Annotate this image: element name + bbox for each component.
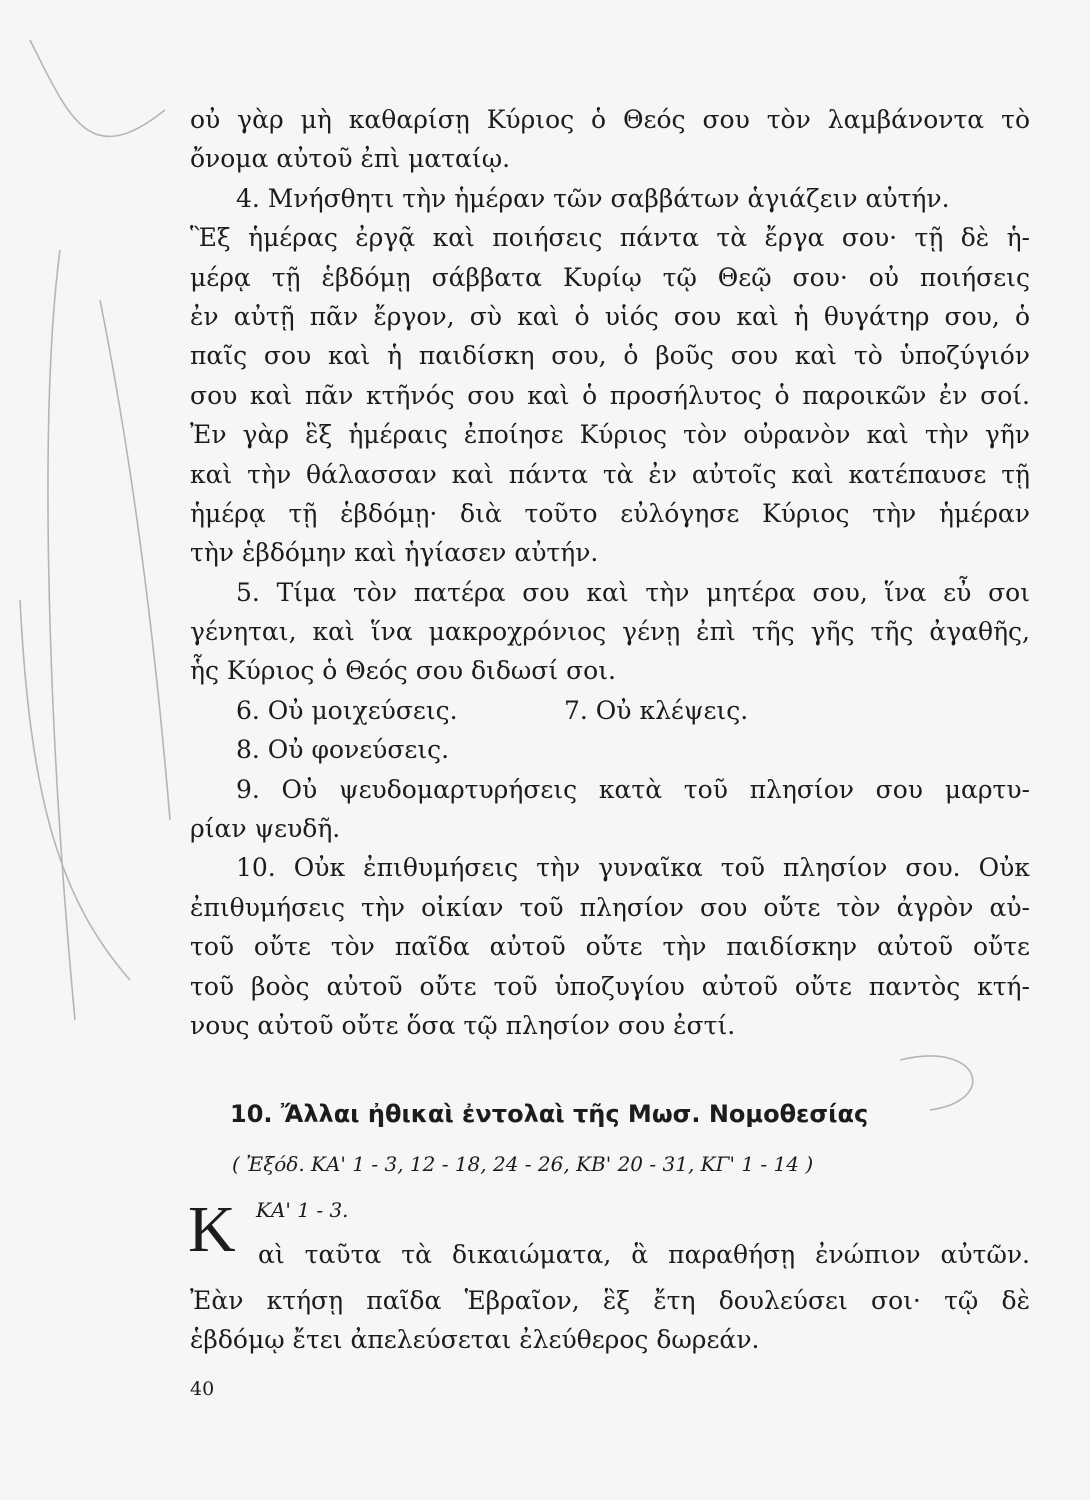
text-line: Ἐὰν κτήσῃ παῖδα Ἑβραῖον, ἓξ ἔτη δουλεύσει σοι· τῷ δὲ [190,1286,1030,1315]
text-line: ἐν αὐτῇ πᾶν ἔργον, σὺ καὶ ὁ υἱός σου καὶ ἡ θυγάτηρ σου, ὁ [190,301,1030,331]
commandment-9: 9. Οὐ ψευδομαρτυρήσεις κατὰ τοῦ πλησίον σου μαρτυ- [236,774,1030,804]
right-margin-arc [900,1056,973,1110]
section-first-line [258,1235,1030,1274]
scripture-text [190,100,1030,1045]
commandment-4: 4. Μνήσθητι τὴν ἡμέραν τῶν σαββάτων ἁγιάζειν αὐτήν. [236,183,950,213]
commandment-8: 8. Οὐ φονεύσεις. [236,735,450,765]
section-text [190,1281,1030,1360]
text-line: Ἓξ ἡμέρας ἐργᾷ καὶ ποιήσεις πάντα τὰ ἔργα σου· τῇ δὲ ἡ- [190,223,1030,253]
commandment-10: 10. Οὐκ ἐπιθυμήσεις τὴν γυναῖκα τοῦ πλησίον σου. Οὐκ [236,853,1030,883]
text-line: ὄνομα αὐτοῦ ἐπὶ ματαίῳ. [190,144,511,174]
margin-scribble-line-2 [20,600,130,980]
text-line: ἡμέρᾳ τῇ ἑβδόμῃ· διὰ τοῦτο εὐλόγησε Κύριος τὴν ἡμέραν [190,498,1030,528]
text-line: ρίαν ψευδῆ. [190,814,341,844]
text-line: σου καὶ πᾶν κτῆνός σου καὶ ὁ προσήλυτος ὁ παροικῶν ἐν σοί. [190,380,1030,410]
commandment-7: 7. Οὐ κλέψεις. [564,695,749,725]
section-reference: ( Ἐξόδ. ΚΑ' 1 - 3, 12 - 18, 24 - 26, ΚΒ' 20 - 31, ΚΓ' 1 - 14 ) [232,1152,814,1176]
text-line: ἐπιθυμήσεις τὴν οἰκίαν τοῦ πλησίον σου οὔτε τὸν ἀγρὸν αὐ- [190,892,1030,922]
section-heading: 10. Ἄλλαι ἠθικαὶ ἐντολαὶ τῆς Μωσ. Νομοθεσίας [230,1100,869,1128]
text-line: τοῦ βοὸς αὐτοῦ οὔτε τοῦ ὑποζυγίου αὐτοῦ οὔτε παντὸς κτή- [190,971,1030,1001]
text-line: νους αὐτοῦ οὔτε ὅσα τῷ πλησίον σου ἐστί. [190,1010,736,1040]
text-line: αὶ ταῦτα τὰ δικαιώματα, ἃ παραθήσῃ ἐνώπιον αὐτῶν. [258,1240,1030,1269]
margin-bracket-line [48,250,75,1020]
text-line: ἧς Κύριος ὁ Θεός σου διδωσί σοι. [190,656,616,686]
page-number: 40 [190,1378,215,1400]
text-line: τοῦ οὔτε τὸν παῖδα αὐτοῦ οὔτε τὴν παιδίσκην αὐτοῦ οὔτε [190,932,1030,962]
chapter-verse-reference: ΚΑ' 1 - 3. [256,1198,349,1222]
margin-scribble-line-3 [100,300,170,820]
text-line: Ἐν γὰρ ἓξ ἡμέραις ἐποίησε Κύριος τὸν οὐρανὸν καὶ τὴν γῆν [190,420,1030,450]
text-line: παῖς σου καὶ ἡ παιδίσκη σου, ὁ βοῦς σου καὶ τὸ ὑποζύγιόν [190,341,1030,371]
drop-cap: Κ [188,1193,236,1266]
text-line: γένηται, καὶ ἵνα μακροχρόνιος γένῃ ἐπὶ τῆς γῆς τῆς ἀγαθῆς, [190,617,1030,647]
text-line: καὶ τὴν θάλασσαν καὶ πάντα τὰ ἐν αὐτοῖς καὶ κατέπαυσε τῇ [190,459,1030,489]
text-line: ἑβδόμῳ ἔτει ἀπελεύσεται ἐλεύθερος δωρεάν. [190,1325,760,1355]
commandment-5: 5. Τίμα τὸν πατέρα σου καὶ τὴν μητέρα σου, ἵνα εὖ σοι [236,577,1030,607]
text-line: μέρᾳ τῇ ἑβδόμῃ σάββατα Κυρίῳ τῷ Θεῷ σου· οὐ ποιήσεις [190,262,1030,292]
text-line: τὴν ἑβδόμην καὶ ἡγίασεν αὐτήν. [190,538,599,568]
commandment-6: 6. Οὐ μοιχεύσεις. [236,695,458,725]
margin-scribble-line [30,40,165,136]
text-line: οὐ γὰρ μὴ καθαρίσῃ Κύριος ὁ Θεός σου τὸν λαμβάνοντα τὸ [190,105,1030,134]
commandments-6-7 [190,691,1030,730]
